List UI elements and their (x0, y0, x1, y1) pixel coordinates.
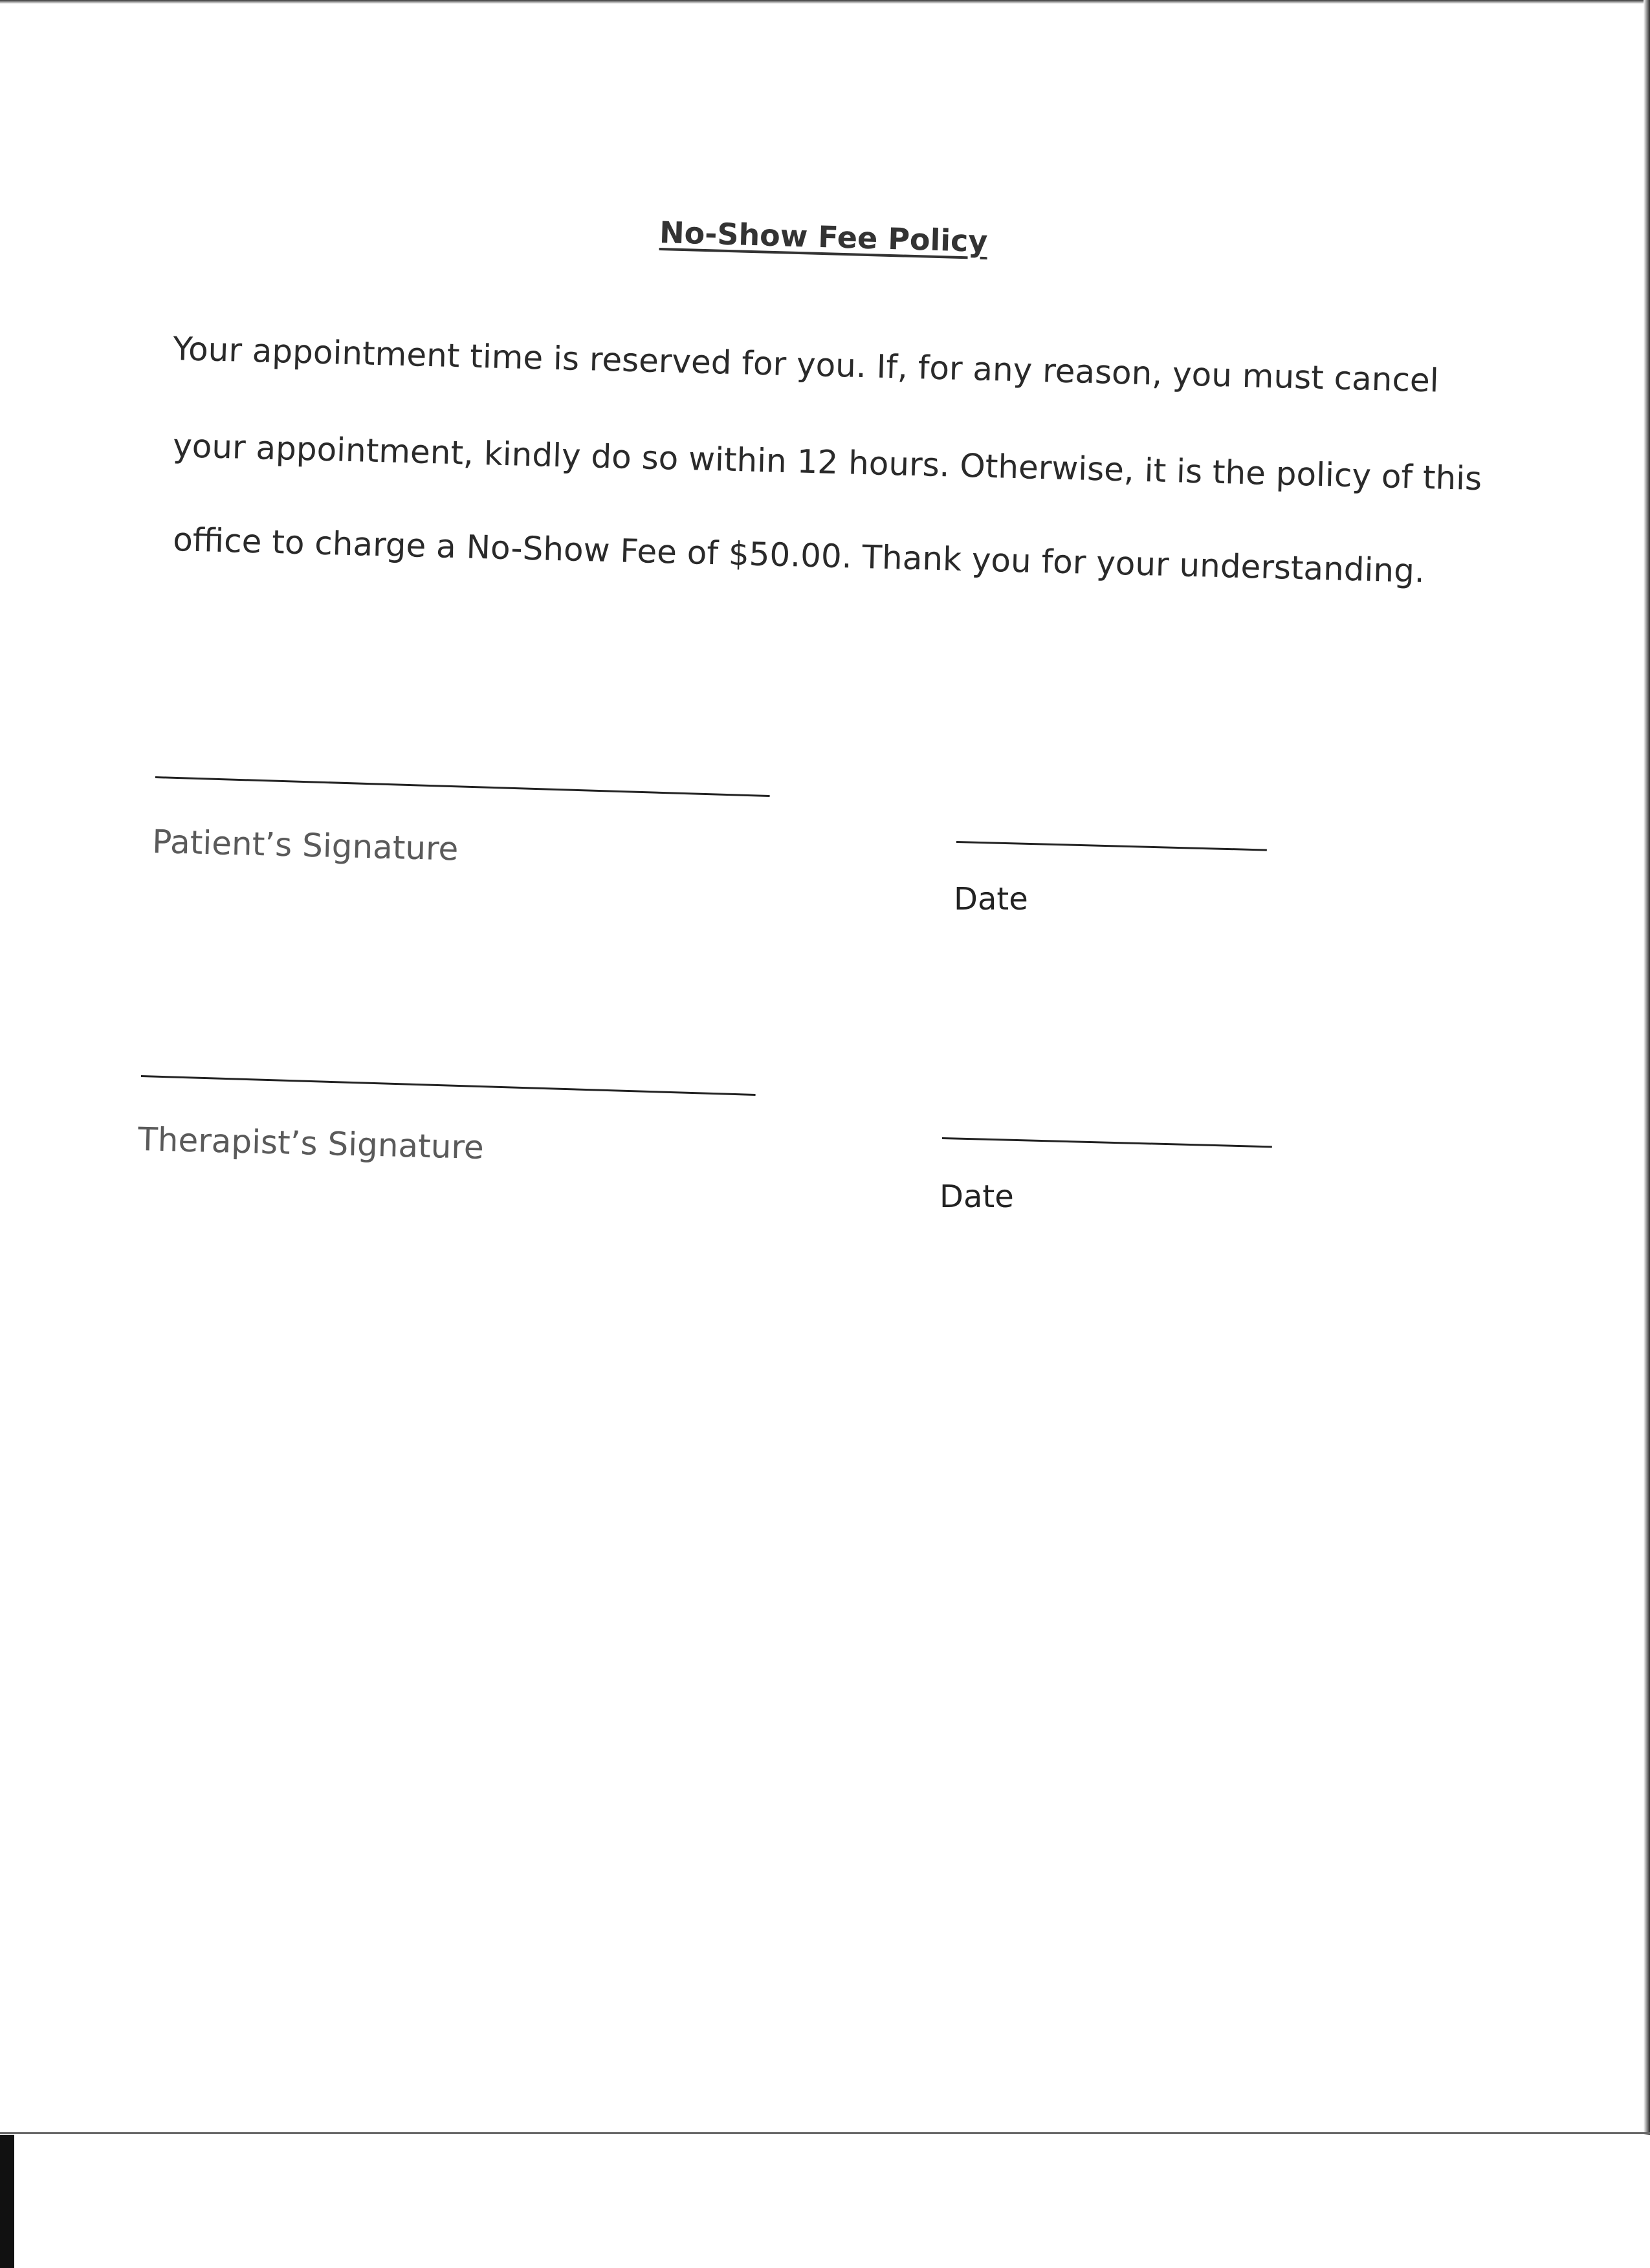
patient-date-line[interactable] (956, 841, 1267, 851)
scan-edge-bottom-left (0, 2135, 14, 2268)
patient-signature-line[interactable] (155, 776, 770, 797)
patient-signature-label: Patient’s Signature (151, 823, 459, 868)
policy-text-line: office to charge a No-Show Fee of $50.00. Thank you for your understanding. (172, 521, 1425, 590)
policy-text-line: Your appointment time is reserved for you. If, for any reason, you must cancel (172, 330, 1440, 400)
scan-fold-line (0, 2132, 1650, 2134)
therapist-date-label: Date (940, 1179, 1014, 1215)
therapist-signature-label: Therapist’s Signature (137, 1120, 485, 1167)
policy-text-line: your appointment, kindly do so within 12 hours. Otherwise, it is the policy of this (172, 427, 1482, 498)
patient-date-label: Date (954, 881, 1028, 917)
therapist-signature-line[interactable] (141, 1075, 756, 1096)
therapist-date-line[interactable] (942, 1137, 1272, 1148)
page-title: No-Show Fee Policy (659, 215, 989, 259)
